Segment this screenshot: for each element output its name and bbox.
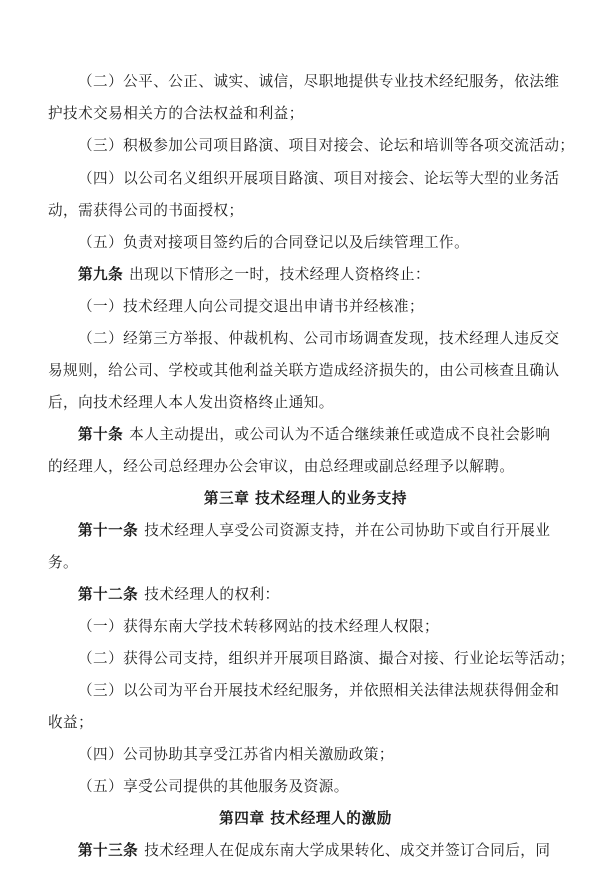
paragraph-line: （二）经第三方举报、仲裁机构、公司市场调查发现，技术经理人违反交 xyxy=(78,330,560,347)
article-label: 第十条 xyxy=(78,426,124,443)
paragraph-line: （五）负责对接项目签约后的合同登记以及后续管理工作。 xyxy=(78,234,470,251)
chapter-heading: 第四章 技术经理人的激励 xyxy=(219,810,392,827)
article-text: 技术经理人的权利： xyxy=(144,586,280,603)
article-label: 第十三条 xyxy=(78,842,139,859)
paragraph-line: （五）享受公司提供的其他服务及资源。 xyxy=(78,778,349,795)
paragraph-line: 护技术交易相关方的合法权益和利益； xyxy=(48,105,304,122)
paragraph-line: 动，需获得公司的书面授权； xyxy=(48,202,244,219)
paragraph-line: （一）获得东南大学技术转移网站的技术经理人权限； xyxy=(78,618,440,635)
paragraph-line: （二）公平、公正、诚实、诚信，尽职地提供专业技术经纪服务，依法维 xyxy=(78,73,560,90)
article-12 xyxy=(0,585,611,605)
paragraph-line: （二）获得公司支持，组织并开展项目路演、撮合对接、行业论坛等活动； xyxy=(78,650,575,667)
paragraph-line: （四）公司协助其享受江苏省内相关激励政策； xyxy=(78,746,394,763)
paragraph-line: 的经理人，经公司总经理办公会审议，由总经理或副总经理予以解聘。 xyxy=(48,458,515,475)
paragraph-line: （一）技术经理人向公司提交退出申请书并经核准； xyxy=(78,298,425,315)
article-10 xyxy=(0,425,611,445)
paragraph-line: 后，向技术经理人本人发出资格终止通知。 xyxy=(48,394,334,411)
article-text: 本人主动提出，或公司认为不适合继续兼任或造成不良社会影响 xyxy=(129,426,551,443)
article-label: 第十二条 xyxy=(78,586,139,603)
article-9 xyxy=(0,265,611,285)
chapter-heading: 第三章 技术经理人的业务支持 xyxy=(203,490,408,507)
paragraph-line: （三）积极参加公司项目路演、项目对接会、论坛和培训等各项交流活动； xyxy=(78,137,575,154)
paragraph-line: （四）以公司名义组织开展项目路演、项目对接会、论坛等大型的业务活 xyxy=(78,170,560,187)
article-text: 技术经理人在促成东南大学成果转化、成交并签订合同后，同 xyxy=(144,842,551,859)
article-text: 出现以下情形之一时，技术经理人资格终止： xyxy=(129,266,431,283)
article-label: 第十一条 xyxy=(78,522,139,539)
article-text: 技术经理人享受公司资源支持，并在公司协助下或自行开展业 xyxy=(144,522,551,539)
article-13 xyxy=(0,841,611,861)
paragraph-line: 务。 xyxy=(48,554,79,571)
paragraph-line: 易规则，给公司、学校或其他利益关联方造成经济损失的，由公司核查且确认 xyxy=(48,362,560,379)
article-label: 第九条 xyxy=(78,266,124,283)
paragraph-line: 收益； xyxy=(48,714,94,731)
article-11 xyxy=(0,521,611,541)
paragraph-line: （三）以公司为平台开展技术经纪服务，并依照相关法律法规获得佣金和 xyxy=(78,682,560,699)
